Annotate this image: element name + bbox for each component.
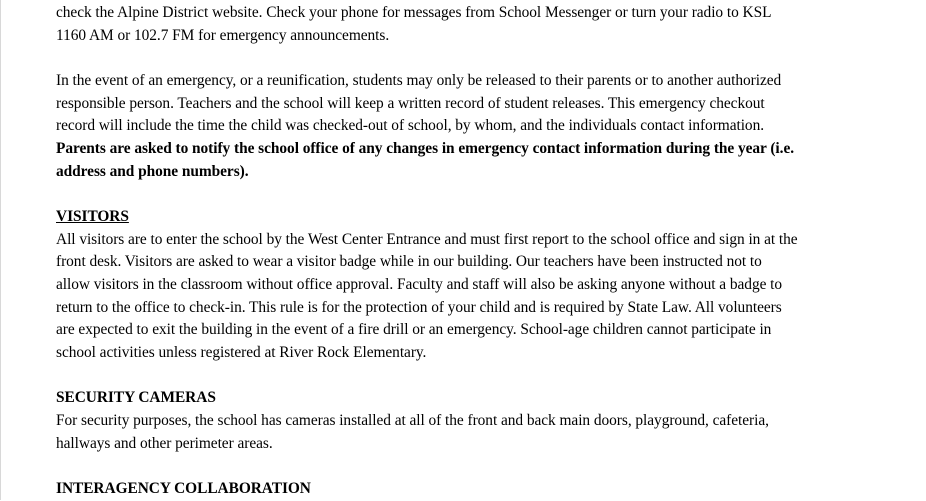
security-cameras-heading: SECURITY CAMERAS	[56, 389, 216, 407]
document-page	[56, 2, 872, 501]
text-line: allow visitors in the classroom without office approval. Faculty and staff will also be asking anyone without a badge to	[56, 276, 783, 294]
interagency-heading: INTERAGENCY COLLABORATION	[56, 479, 311, 497]
bold-notice-line: address and phone numbers).	[56, 162, 249, 180]
text-line: front desk. Visitors are asked to wear a visitor badge while in our building. Our teachers have been instructed not to	[56, 253, 762, 271]
interagency-section	[56, 478, 872, 501]
text-line: All visitors are to enter the school by the West Center Entrance and must first report to the school office and sign in at the	[56, 230, 798, 248]
text-line: are expected to exit the building in the event of a fire drill or an emergency. School-age children cannot participate in	[56, 321, 772, 339]
text-line: 1160 AM or 102.7 FM for emergency announcements.	[56, 26, 390, 44]
text-line: responsible person. Teachers and the school will keep a written record of student releases. This emergency checkout	[56, 94, 765, 112]
security-cameras-section	[56, 387, 872, 455]
text-line: check the Alpine District website. Check your phone for messages from School Messenger or turn your radio to KSL	[56, 4, 772, 21]
text-line: school activities unless registered at River Rock Elementary.	[56, 344, 427, 362]
text-line: hallways and other perimeter areas.	[56, 434, 273, 452]
emergency-paragraph	[56, 70, 872, 184]
visitors-paragraph	[56, 229, 872, 365]
text-line: record will include the time the child was checked-out of school, by whom, and the individuals contact information.	[56, 117, 765, 135]
text-line: return to the office to check-in. This rule is for the protection of your child and is required by State Law. All volunteers	[56, 298, 782, 316]
bold-notice-line: Parents are asked to notify the school office of any changes in emergency contact information during the year (i.e.	[56, 140, 795, 158]
text-line: In the event of an emergency, or a reunification, students may only be released to their parents or to another authorized	[56, 71, 782, 89]
visitors-heading: VISITORS	[56, 207, 129, 225]
text-line: For security purposes, the school has cameras installed at all of the front and back main doors, playground, cafeteria,	[56, 412, 769, 430]
security-cameras-paragraph	[56, 410, 872, 455]
visitors-section	[56, 206, 872, 365]
intro-paragraph	[56, 2, 872, 47]
